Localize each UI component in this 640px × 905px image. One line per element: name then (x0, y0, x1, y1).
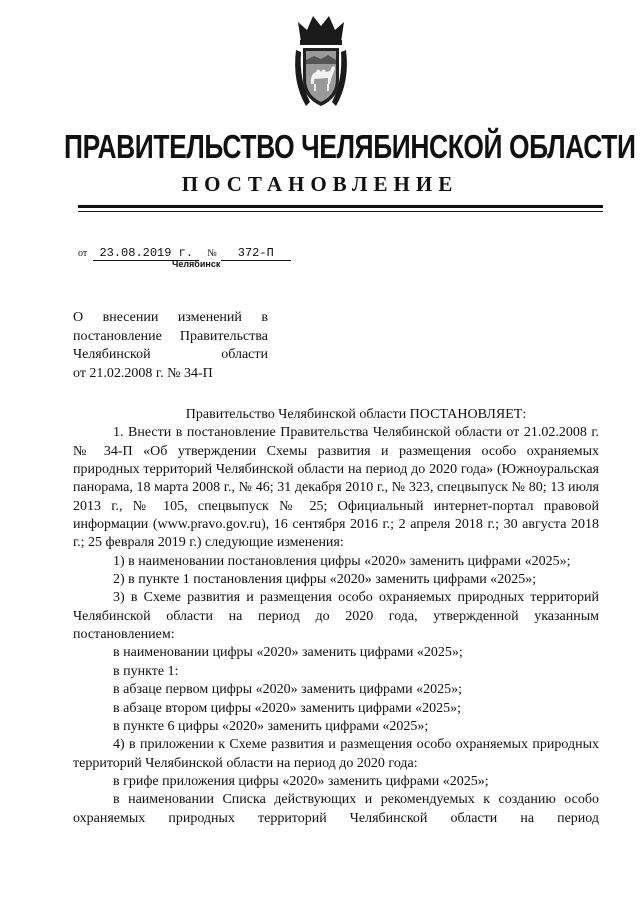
body-paragraph: 4) в приложении к Схеме развития и размещения особо охраняемых природных территорий Челябинской области на период до 2020 года: (73, 737, 599, 771)
decree-statement: Правительство Челябинской области ПОСТАНОВЛЯЕТ: (185, 407, 527, 422)
body-paragraph: в абзаце первом цифры «2020» заменить цифрами «2025»; (113, 682, 462, 698)
city-label: Челябинск (172, 259, 221, 269)
body-paragraph: в грифе приложения цифры «2020» заменить цифрами «2025»; (113, 773, 489, 789)
document-date: 23.08.2019 г. (93, 246, 199, 261)
body-paragraph: в абзаце втором цифры «2020» заменить цифрами «2025»; (113, 700, 461, 716)
date-label: от (78, 248, 88, 259)
subject-line: от 21.02.2008 г. № 34-П (73, 365, 213, 381)
coat-of-arms-icon (292, 12, 350, 112)
number-label: № (207, 248, 217, 259)
header-rule-thick (78, 205, 603, 208)
government-title: ПРАВИТЕЛЬСТВО ЧЕЛЯБИНСКОЙ ОБЛАСТИ (64, 128, 636, 165)
document-number: 372-П (221, 246, 291, 261)
body-paragraph: в пункте 1: (113, 663, 179, 679)
header-rule-thin (78, 211, 603, 212)
body-paragraph: 3) в Схеме развития и размещения особо охраняемых природных территорий Челябинской области на период до 2020 года, утвержденной указанным постановлением: (73, 590, 599, 643)
body-paragraph: в наименовании цифры «2020» заменить цифрами «2025»; (113, 645, 463, 661)
body-paragraph: в наименовании Списка действующих и рекомендуемых к созданию особо охраняемых природных территорий Челябинской области на период (73, 792, 599, 826)
body-paragraph: в пункте 6 цифры «2020» заменить цифрами «2025»; (113, 718, 429, 734)
body-paragraph: 1) в наименовании постановления цифры «2020» заменить цифрами «2025»; (113, 553, 571, 569)
document-type: ПОСТАНОВЛЕНИЕ (181, 172, 459, 196)
subject-line: Челябинской области (73, 347, 268, 362)
document-body (73, 406, 599, 828)
document-subject (73, 309, 268, 383)
body-paragraph: 1. Внести в постановление Правительства Челябинской области от 21.02.2008 г. № 34-П «Об утверждении Схемы развития и размещения особо охраняемых природных территорий Челябинской области на период до 2020 года» (Южноуральская панорама, 18 марта 2008 г., № 46; 31 декабря 2010 г., № 323, спецвыпуск № 80; 13 июля 2013 г., № 105, спецвыпуск № 25; Официальный интернет-портал правовой информации (www.pravo.gov.ru), 16 сентября 2016 г.; 2 апреля 2018 г.; 30 августа 2018 г.; 25 февраля 2019 г.) следующие изменения: (73, 425, 599, 551)
subject-line: постановление Правительства (73, 328, 268, 344)
subject-line: О внесении изменений в (73, 310, 268, 325)
body-paragraph: 2) в пункте 1 постановления цифры «2020» заменить цифрами «2025»; (113, 572, 537, 588)
